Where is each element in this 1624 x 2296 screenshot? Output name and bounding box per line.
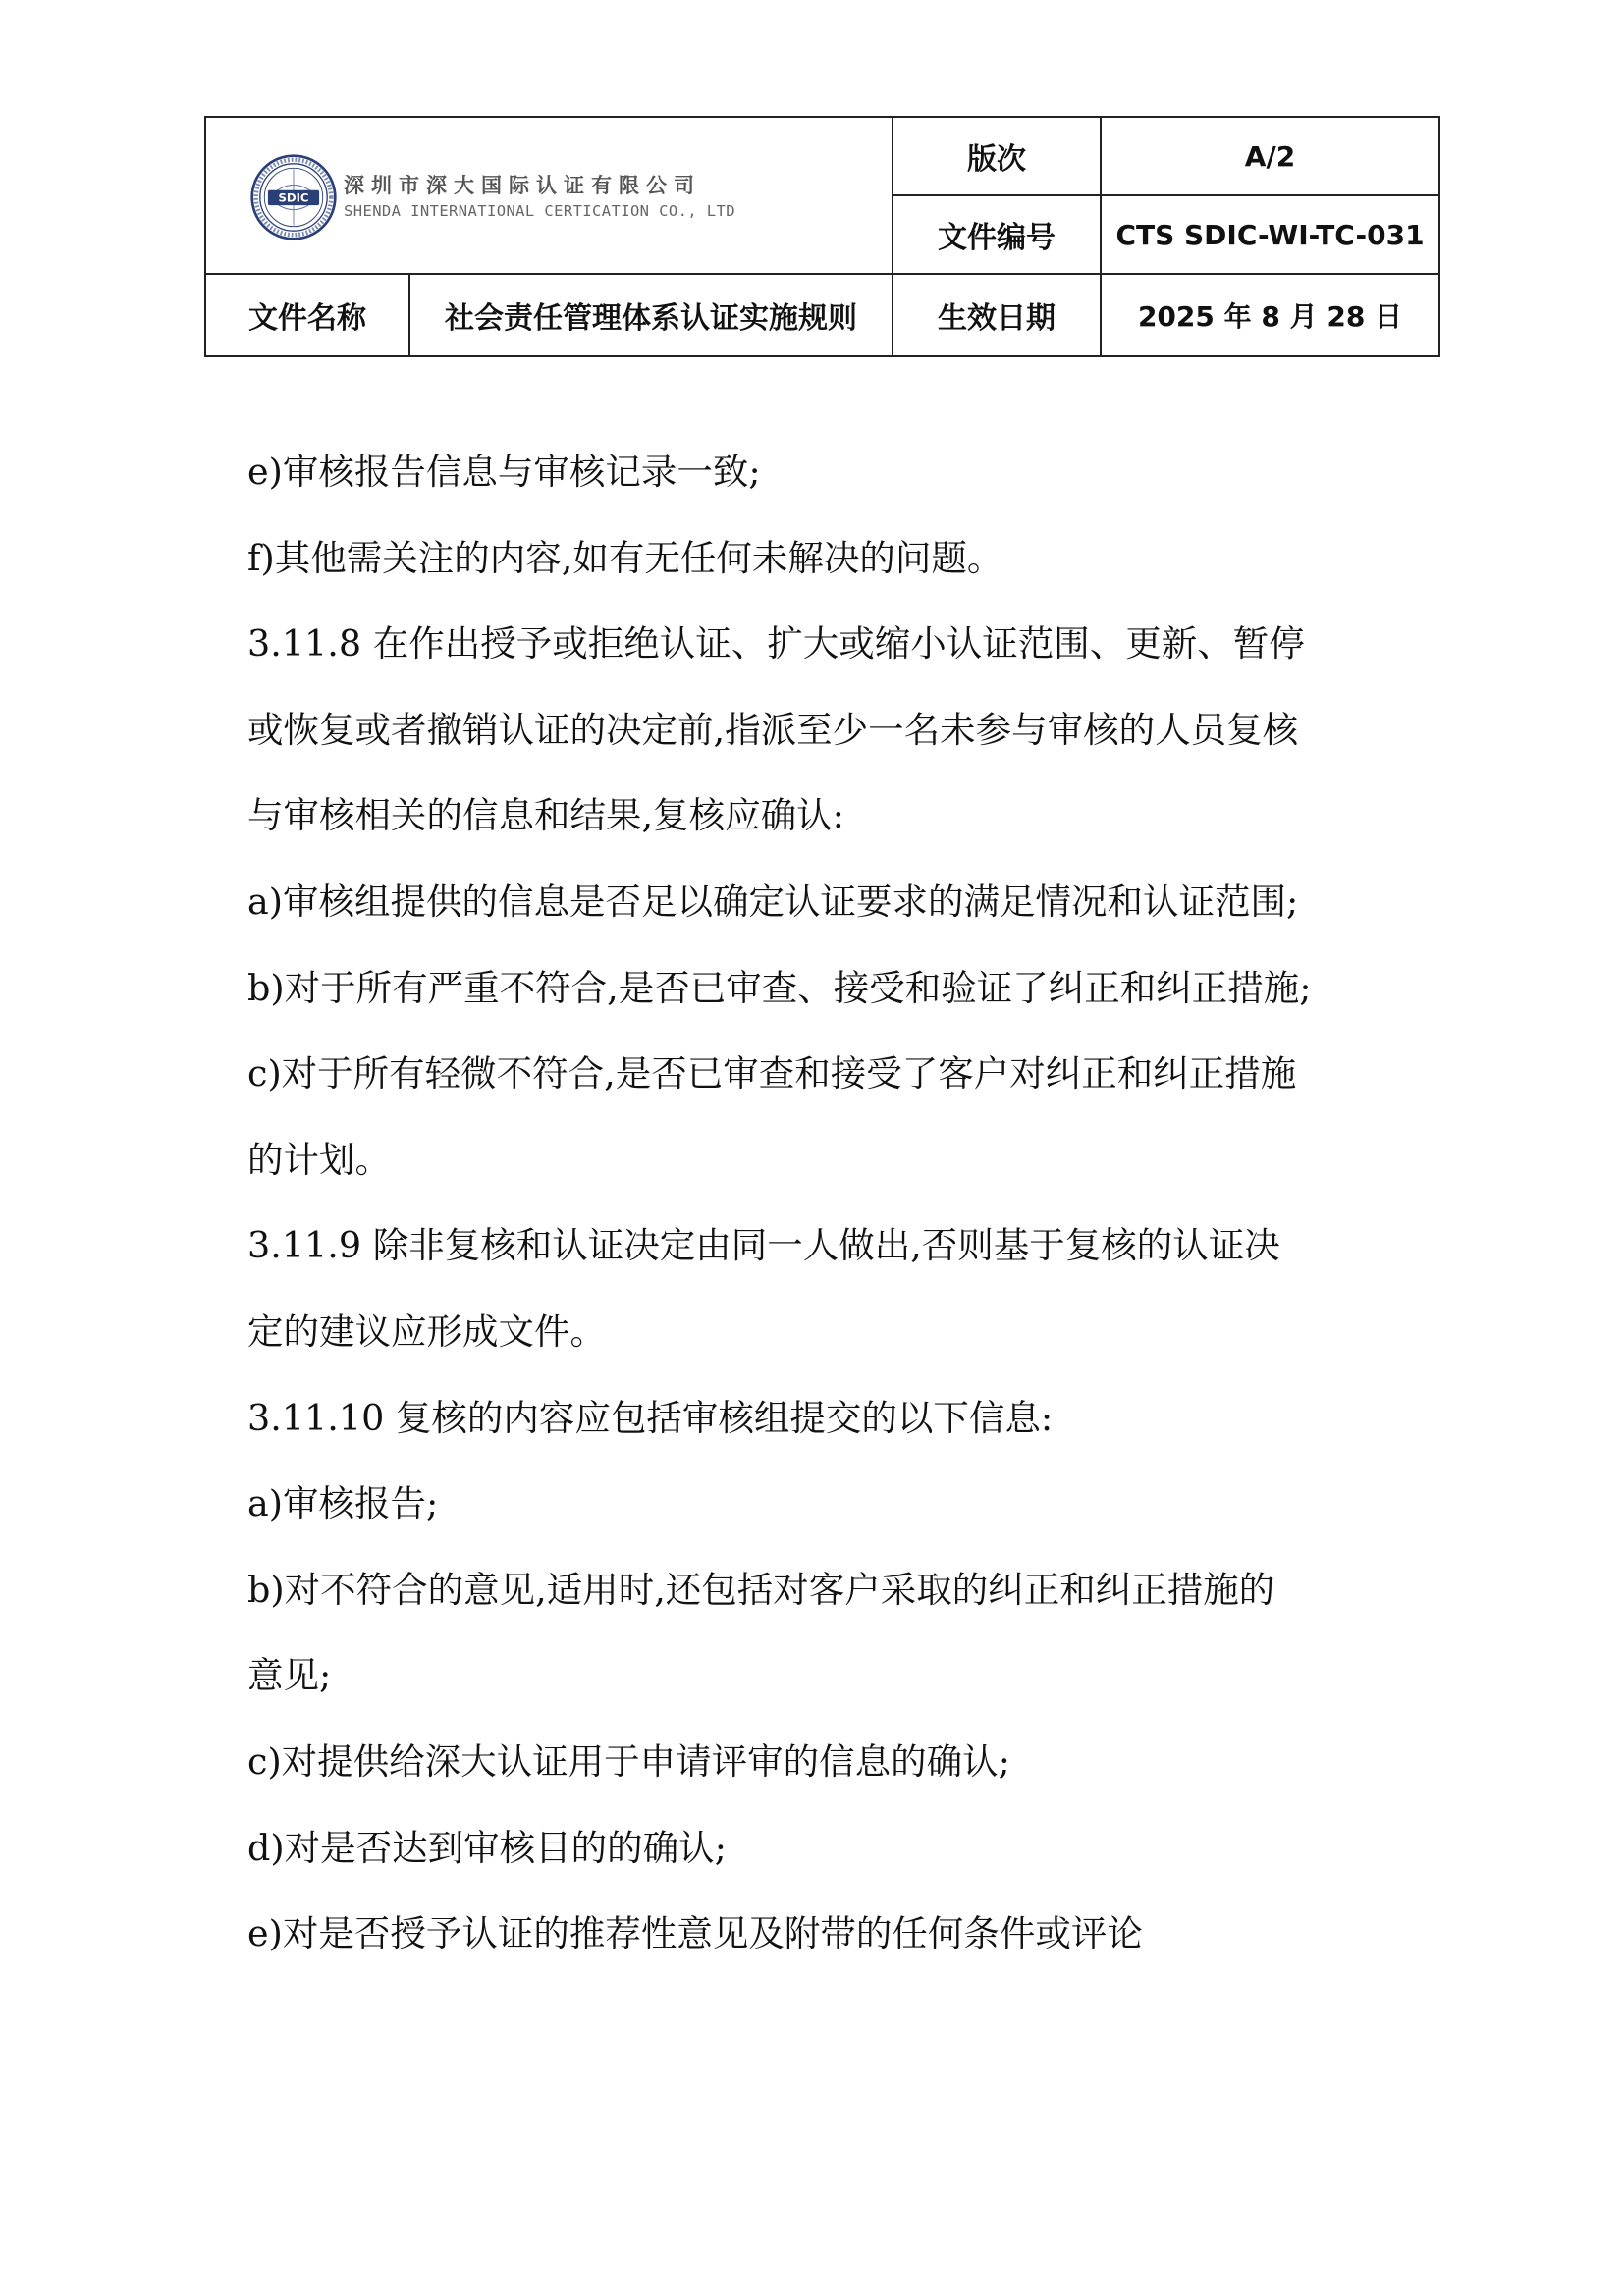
body-line: 意见; [247,1654,332,1697]
doc-number-label: 文件编号 [893,195,1101,274]
company-name-cn: 深圳市深大国际认证有限公司 [344,174,701,197]
body-line: d)对是否达到审核目的的确认; [247,1826,727,1869]
effective-date-label: 生效日期 [893,274,1101,356]
document-body [247,429,1406,1977]
company-logo [249,153,735,241]
company-seal-icon [249,153,338,241]
document-header-table [204,116,1440,357]
body-line: 3.11.9 除非复核和认证决定由同一人做出,否则基于复核的认证决 [247,1224,1280,1267]
body-line: a)审核组提供的信息是否足以确定认证要求的满足情况和认证范围; [247,880,1299,923]
version-label: 版次 [893,117,1101,195]
body-line: e)审核报告信息与审核记录一致; [247,451,761,493]
body-line: b)对不符合的意见,适用时,还包括对客户采取的纠正和纠正措施的 [247,1568,1275,1611]
body-line: b)对于所有严重不符合,是否已审查、接受和验证了纠正和纠正措施; [247,966,1312,1009]
body-line: f)其他需关注的内容,如有无任何未解决的问题。 [247,536,1003,579]
company-name-en: SHENDA INTERNATIONAL CERTICATION CO., LTD [344,202,736,220]
body-line: c)对提供给深大认证用于申请评审的信息的确认; [247,1739,1010,1783]
body-line: e)对是否授予认证的推荐性意见及附带的任何条件或评论 [247,1912,1143,1955]
body-line: 与审核相关的信息和结果,复核应确认: [247,794,844,837]
company-logo-cell [205,117,893,274]
body-line: 或恢复或者撤销认证的决定前,指派至少一名未参与审核的人员复核 [247,708,1299,751]
doc-name-label: 文件名称 [205,274,409,356]
body-line: 定的建议应形成文件。 [247,1309,606,1353]
body-line: c)对于所有轻微不符合,是否已审查和接受了客户对纠正和纠正措施 [247,1052,1297,1095]
effective-date-value: 2025 年 8 月 28 日 [1101,274,1439,356]
doc-name-value: 社会责任管理体系认证实施规则 [409,274,893,356]
seal-text: SDIC [278,190,309,205]
version-value: A/2 [1101,117,1439,195]
body-line: a)审核报告; [247,1482,439,1525]
body-line: 3.11.8 在作出授予或拒绝认证、扩大或缩小认证范围、更新、暂停 [247,622,1305,666]
body-line: 的计划。 [247,1138,391,1181]
doc-number-value: CTS SDIC-WI-TC-031 [1101,195,1439,274]
body-line: 3.11.10 复核的内容应包括审核组提交的以下信息: [247,1396,1054,1439]
